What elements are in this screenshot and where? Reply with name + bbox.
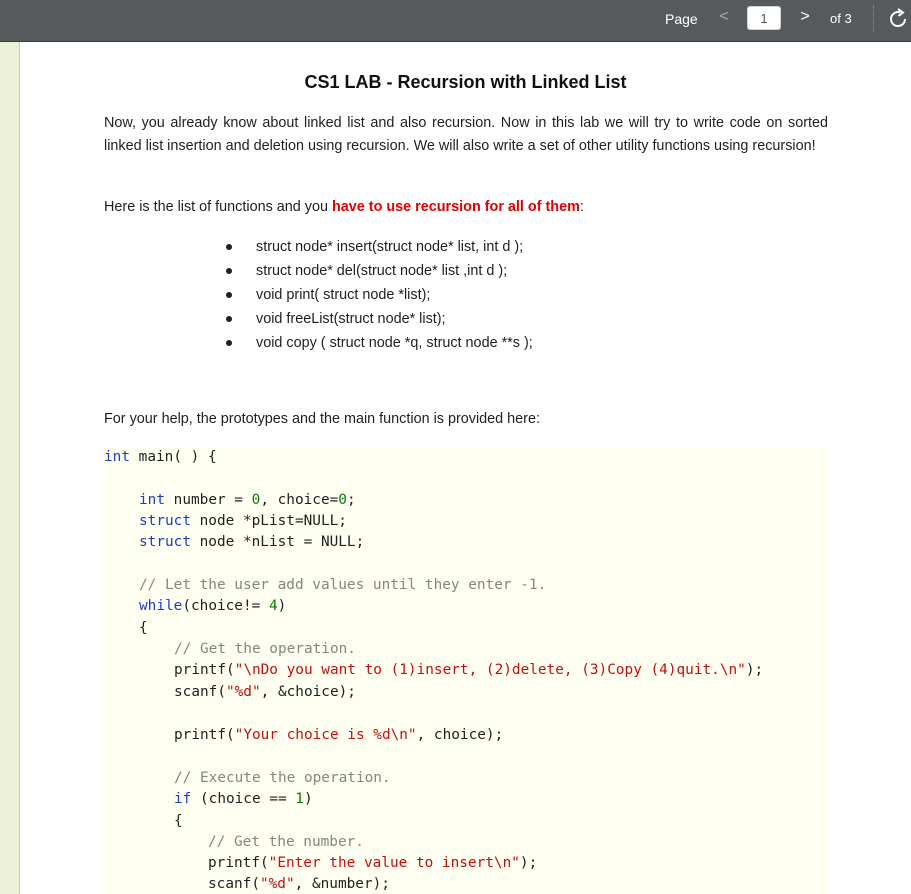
- code-text: , &number);: [294, 876, 390, 892]
- list-item: [226, 331, 533, 355]
- code-brace: {: [174, 813, 183, 829]
- code-text: number =: [165, 492, 252, 508]
- code-text: (choice ==: [191, 791, 296, 807]
- code-line: [104, 449, 217, 465]
- document-page: [20, 42, 911, 894]
- list-item: [226, 283, 533, 307]
- code-line: [174, 684, 356, 700]
- list-intro-text: Here is the list of functions and you: [104, 199, 332, 215]
- list-intro-colon: :: [579, 199, 584, 215]
- code-comment: // Get the number.: [208, 834, 364, 850]
- previous-page-button[interactable]: <: [719, 8, 729, 25]
- code-number: 1: [295, 791, 304, 807]
- function-prototype: void copy ( struct node *q, struct node **s );: [256, 335, 533, 351]
- code-text: node *nList = NULL;: [190, 534, 365, 550]
- code-keyword: while: [139, 598, 183, 614]
- code-string: "Enter the value to insert\n": [268, 855, 520, 871]
- code-text: , choice=: [260, 492, 339, 508]
- code-keyword: struct: [139, 513, 191, 529]
- code-text: ): [303, 791, 313, 807]
- code-line: [139, 534, 364, 550]
- page-number-input[interactable]: [747, 6, 781, 30]
- code-number: 4: [268, 598, 278, 614]
- help-paragraph: For your help, the prototypes and the main function is provided here:: [104, 411, 540, 427]
- code-keyword: if: [174, 791, 192, 807]
- code-text: printf(: [174, 727, 235, 743]
- code-text: ): [277, 598, 287, 614]
- left-page-margin: [0, 42, 20, 894]
- code-line: [174, 727, 503, 743]
- recursion-requirement-text: have to use recursion for all of them: [331, 199, 580, 215]
- code-keyword: int: [139, 492, 165, 508]
- rotate-icon[interactable]: [885, 6, 911, 32]
- code-text: scanf(: [174, 684, 226, 700]
- code-brace: {: [139, 620, 148, 636]
- code-string: "Your choice is %d\n": [234, 727, 417, 743]
- page-title: CS1 LAB - Recursion with Linked List: [304, 72, 627, 92]
- function-list-intro: [104, 196, 828, 219]
- code-line: [174, 662, 763, 678]
- function-list: [226, 235, 533, 355]
- bullet-icon: [226, 292, 232, 298]
- page-label: Page: [665, 11, 698, 27]
- bullet-icon: [226, 316, 232, 322]
- list-item: [226, 259, 533, 283]
- list-item: [226, 307, 533, 331]
- code-line: [174, 791, 313, 807]
- code-string: "\nDo you want to (1)insert, (2)delete, (3)Copy (4)quit.\n": [234, 662, 746, 678]
- function-prototype: void freeList(struct node* list);: [256, 311, 446, 327]
- code-number: 0: [251, 492, 261, 508]
- list-item: [226, 235, 533, 259]
- bullet-icon: [226, 340, 232, 346]
- next-page-button[interactable]: >: [800, 8, 810, 25]
- code-text: scanf(: [208, 876, 260, 892]
- code-text: node *pList=NULL;: [190, 513, 347, 529]
- code-comment: // Let the user add values until they enter -1.: [139, 577, 547, 593]
- intro-paragraph: Now, you already know about linked list and also recursion. Now in this lab we will try to write code on sorted linked list insertion and deletion using recursion. We will also write a set of other utility functions using recursion!: [104, 115, 828, 154]
- code-comment: // Execute the operation.: [174, 770, 391, 786]
- code-text: (choice!=: [182, 598, 269, 614]
- function-prototype: struct node* insert(struct node* list, int d );: [256, 239, 524, 255]
- code-text: ;: [346, 492, 356, 508]
- code-text: );: [519, 855, 538, 871]
- code-text: printf(: [174, 662, 235, 678]
- code-block: [104, 448, 828, 894]
- code-text: main( ) {: [130, 449, 217, 465]
- code-text: , &choice);: [260, 684, 356, 700]
- function-prototype: void print( struct node *list);: [256, 287, 431, 303]
- code-keyword: int: [104, 449, 130, 465]
- page-count-label: of 3: [830, 11, 852, 26]
- code-comment: // Get the operation.: [174, 641, 356, 657]
- code-number: 0: [338, 492, 347, 508]
- code-text: );: [745, 662, 764, 678]
- bullet-icon: [226, 244, 232, 250]
- code-line: [139, 598, 286, 614]
- code-text: printf(: [208, 855, 269, 871]
- code-text: , choice);: [416, 727, 504, 743]
- code-line: [139, 513, 347, 529]
- code-keyword: struct: [139, 534, 191, 550]
- viewer-toolbar: [0, 0, 911, 42]
- function-prototype: struct node* del(struct node* list ,int d );: [256, 263, 508, 279]
- code-line: [208, 855, 537, 871]
- bullet-icon: [226, 268, 232, 274]
- code-line: [139, 492, 356, 508]
- code-string: "%d": [225, 684, 261, 700]
- code-line: [208, 876, 390, 892]
- toolbar-divider: [873, 6, 874, 32]
- code-string: "%d": [259, 876, 295, 892]
